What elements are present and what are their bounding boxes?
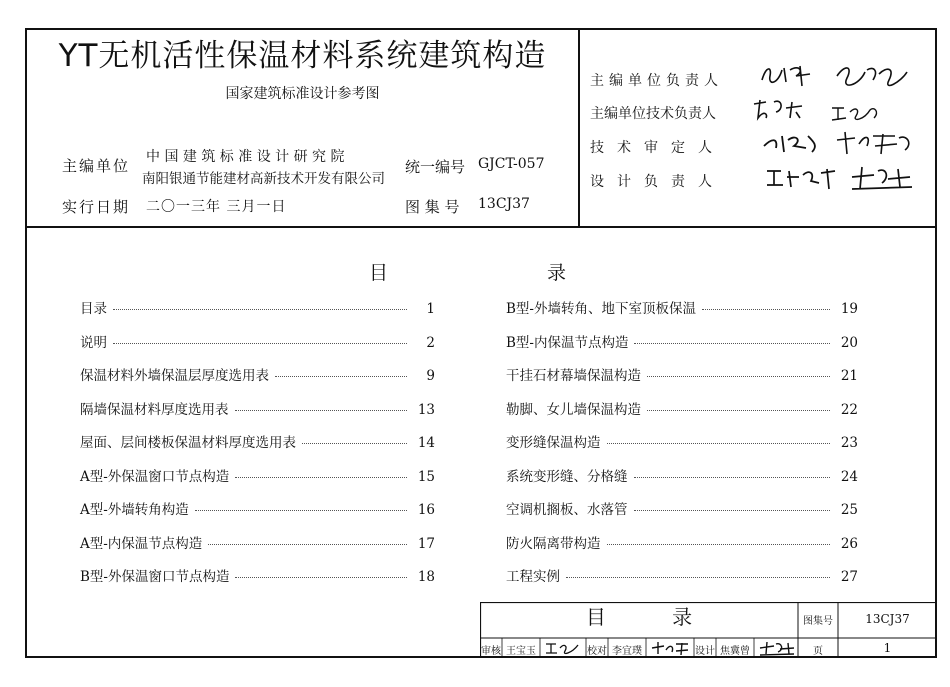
title-block-title: 目 录 — [585, 605, 693, 629]
header-divider — [25, 226, 937, 228]
toc-item-title: 屋面、层间楼板保温材料厚度选用表 — [80, 435, 296, 451]
dot-leader — [235, 477, 407, 478]
toc-item[interactable] — [506, 297, 858, 331]
dot-leader — [208, 544, 407, 545]
resp-role-2: 主编单位技术负责人 — [590, 106, 716, 122]
toc-heading-mu: 目 — [369, 262, 389, 284]
toc-item-title: 空调机搁板、水落管 — [506, 502, 628, 518]
toc-item[interactable] — [506, 532, 858, 566]
signature-3b — [835, 130, 915, 156]
design-signature — [758, 640, 796, 656]
toc-item-page: 15 — [417, 468, 435, 485]
dot-leader — [634, 343, 830, 344]
toc-item-page: 22 — [840, 401, 858, 418]
toc-item-title: B型-外墙转角、地下室顶板保温 — [506, 301, 696, 317]
resp-role-4: 设计负责人 — [590, 174, 725, 190]
signature-2b — [830, 100, 885, 126]
atlas-no-label: 图集号 — [803, 616, 833, 627]
toc-item-page: 20 — [840, 334, 858, 351]
dot-leader — [607, 443, 831, 444]
atlas-value: 13CJ37 — [478, 196, 530, 212]
page-value: 1 — [883, 641, 892, 655]
toc-item[interactable] — [80, 297, 435, 331]
toc-item[interactable] — [80, 331, 435, 365]
toc-item[interactable] — [80, 465, 435, 499]
signature-4b — [850, 165, 915, 191]
review-signature — [544, 640, 582, 656]
signature-4a — [765, 165, 840, 191]
dot-leader — [634, 477, 831, 478]
dot-leader — [275, 376, 407, 377]
toc-item[interactable] — [80, 431, 435, 465]
toc-item-page: 9 — [426, 368, 435, 384]
document-subtitle: 国家建筑标准设计参考图 — [225, 86, 380, 102]
toc-item[interactable] — [506, 465, 858, 499]
toc-item[interactable] — [80, 532, 435, 566]
toc-heading-lu: 录 — [547, 262, 567, 284]
resp-role-1: 主编单位负责人 — [590, 73, 723, 89]
dot-leader — [235, 410, 408, 411]
toc-item-title: A型-内保温节点构造 — [80, 535, 203, 552]
toc-item[interactable] — [506, 398, 858, 432]
dot-leader — [566, 577, 830, 578]
check-name: 李宜璞 — [612, 646, 642, 657]
dot-leader — [607, 544, 831, 545]
signature-2a — [752, 96, 812, 122]
dot-leader — [113, 309, 407, 310]
editor-unit-1: 中 国 建 筑 标 准 设 计 研 究 院 — [146, 149, 345, 165]
toc-item-title: B型-内保温节点构造 — [506, 334, 629, 351]
date-label: 实行日期 — [62, 198, 131, 216]
dot-leader — [195, 510, 407, 511]
signature-1b — [835, 62, 910, 88]
code-value: GJCT-057 — [478, 156, 545, 172]
document-title: YT无机活性保温材料系统建筑构造 — [58, 38, 547, 74]
dot-leader — [647, 410, 830, 411]
toc-item[interactable] — [80, 364, 435, 398]
toc-item-page: 1 — [426, 301, 435, 317]
toc-item-title: 保温材料外墙保温层厚度选用表 — [80, 368, 269, 384]
toc-left-column — [80, 297, 435, 599]
signature-3a — [762, 130, 822, 156]
toc-item[interactable] — [80, 398, 435, 432]
toc-item-title: 工程实例 — [506, 569, 560, 585]
toc-item[interactable] — [80, 565, 435, 599]
toc-item-title: 系统变形缝、分格缝 — [506, 468, 628, 485]
toc-item[interactable] — [506, 331, 858, 365]
toc-item-title: A型-外保温窗口节点构造 — [80, 468, 230, 485]
dot-leader — [634, 510, 831, 511]
signature-1a — [760, 62, 820, 88]
design-name: 焦冀曾 — [720, 646, 750, 657]
date-value: 二〇一三年 三月一日 — [146, 199, 287, 215]
dot-leader — [235, 577, 407, 578]
dot-leader — [702, 309, 830, 310]
dot-leader — [113, 343, 407, 344]
toc-item-title: 干挂石材幕墙保温构造 — [506, 368, 641, 384]
toc-item-page: 23 — [840, 435, 858, 451]
toc-item-title: 防火隔离带构造 — [506, 535, 601, 552]
check-label: 校对 — [587, 646, 607, 657]
toc-item[interactable] — [506, 431, 858, 465]
toc-item-title: A型-外墙转角构造 — [80, 502, 189, 518]
toc-item-page: 16 — [417, 502, 435, 518]
toc-item-title: 勒脚、女儿墙保温构造 — [506, 401, 641, 418]
toc-item-page: 19 — [840, 301, 858, 317]
editor-label: 主编单位 — [62, 157, 131, 175]
page-label: 页 — [813, 646, 823, 657]
toc-item-title: 说明 — [80, 334, 107, 351]
design-label: 设计 — [695, 646, 715, 657]
check-signature — [650, 640, 690, 656]
toc-item[interactable] — [506, 498, 858, 532]
toc-item-page: 24 — [840, 468, 858, 485]
code-label: 统一编号 — [405, 158, 466, 176]
atlas-label: 图 集 号 — [405, 198, 460, 216]
resp-role-3: 技术审定人 — [590, 140, 725, 156]
toc-item-title: 变形缝保温构造 — [506, 435, 601, 451]
review-name: 王宝玉 — [506, 646, 536, 657]
toc-item-page: 18 — [417, 569, 435, 585]
toc-item-page: 17 — [417, 535, 435, 552]
toc-item-page: 13 — [417, 401, 435, 418]
toc-item-page: 27 — [840, 569, 858, 585]
title-block — [480, 602, 937, 658]
toc-item-page: 14 — [417, 435, 435, 451]
toc-item-page: 25 — [840, 502, 858, 518]
toc-item[interactable] — [506, 364, 858, 398]
toc-item-page: 2 — [426, 334, 435, 351]
toc-item-title: 目录 — [80, 301, 107, 317]
toc-item-title: B型-外保温窗口节点构造 — [80, 569, 230, 585]
toc-item[interactable] — [506, 565, 858, 599]
toc-item-page: 26 — [840, 535, 858, 552]
toc-item-title: 隔墙保温材料厚度选用表 — [80, 401, 229, 418]
toc-item-page: 21 — [840, 368, 858, 384]
atlas-no-value: 13CJ37 — [865, 612, 910, 626]
toc-item[interactable] — [80, 498, 435, 532]
review-label: 审核 — [481, 646, 501, 657]
editor-unit-2: 南阳银通节能建材高新技术开发有限公司 — [142, 171, 385, 187]
toc-right-column — [506, 297, 858, 599]
dot-leader — [302, 443, 407, 444]
dot-leader — [647, 376, 830, 377]
